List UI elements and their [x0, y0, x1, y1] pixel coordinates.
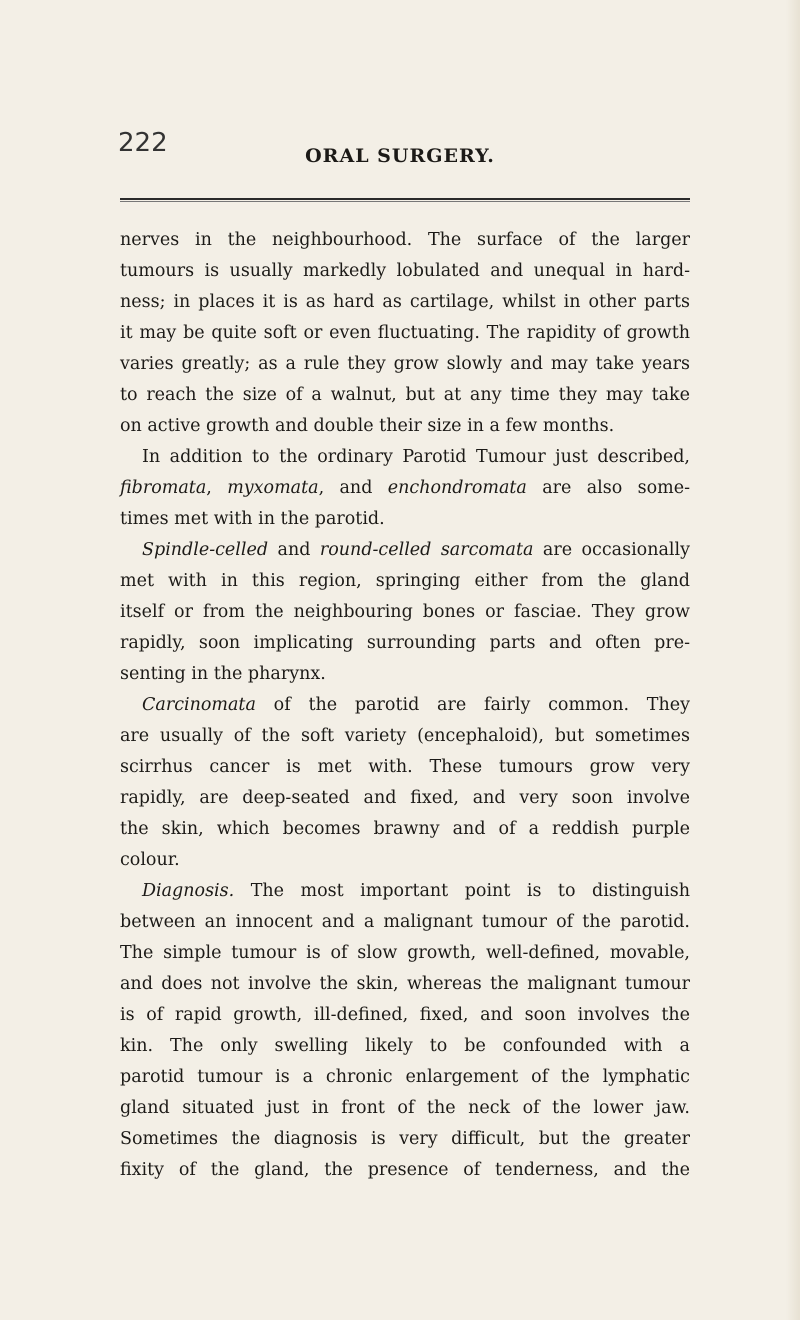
text-line: it may be quite soft or even fluctuating. The rapidity of growth	[120, 323, 690, 343]
page-number: 222	[118, 128, 168, 158]
running-title: ORAL SURGERY.	[305, 145, 495, 167]
text-line: colour.	[120, 850, 180, 870]
text-line: the skin, which becomes brawny and of a reddish purple	[120, 819, 690, 839]
text-line: are usually of the soft variety (encephaloid), but sometimes	[120, 726, 690, 746]
text-line: Carcinomata of the parotid are fairly common. They	[142, 695, 690, 715]
text-line: to reach the size of a walnut, but at any time they may take	[120, 385, 690, 405]
text-line: kin. The only swelling likely to be confounded with a	[120, 1036, 690, 1056]
text-line: between an innocent and a malignant tumour of the parotid.	[120, 912, 690, 932]
text-line: itself or from the neighbouring bones or fasciae. They grow	[120, 602, 690, 622]
text-line: gland situated just in front of the neck of the lower jaw.	[120, 1098, 690, 1118]
text-line: In addition to the ordinary Parotid Tumour just described,	[142, 447, 690, 467]
text-line: on active growth and double their size in a few months.	[120, 416, 615, 436]
text-line: fibromata, myxomata, and enchondromata are also some-	[120, 478, 690, 498]
text-line: senting in the pharynx.	[120, 664, 326, 684]
text-line: rapidly, soon implicating surrounding parts and often pre-	[120, 633, 690, 653]
text-line: rapidly, are deep-seated and fixed, and very soon involve	[120, 788, 690, 808]
text-line: Spindle-celled and round-celled sarcomata are occasionally	[142, 540, 690, 560]
body-text	[120, 225, 690, 1186]
text-line: varies greatly; as a rule they grow slowly and may take years	[120, 354, 690, 374]
text-line: fixity of the gland, the presence of tenderness, and the	[120, 1160, 690, 1180]
text-line: scirrhus cancer is met with. These tumours grow very	[120, 757, 690, 777]
text-line: Sometimes the diagnosis is very difficult, but the greater	[120, 1129, 690, 1149]
text-line: and does not involve the skin, whereas the malignant tumour	[120, 974, 690, 994]
header-rule	[120, 198, 690, 202]
text-line: Diagnosis. The most important point is to distinguish	[142, 881, 690, 901]
text-line: met with in this region, springing either from the gland	[120, 571, 690, 591]
text-line: ness; in places it is as hard as cartilage, whilst in other parts	[120, 292, 690, 312]
text-line: is of rapid growth, ill-defined, fixed, and soon involves the	[120, 1005, 690, 1025]
text-line: The simple tumour is of slow growth, well-defined, movable,	[120, 943, 690, 963]
text-line: nerves in the neighbourhood. The surface of the larger	[120, 230, 690, 250]
text-line: parotid tumour is a chronic enlargement of the lymphatic	[120, 1067, 690, 1087]
text-line: tumours is usually markedly lobulated and unequal in hard-	[120, 261, 690, 281]
text-line: times met with in the parotid.	[120, 509, 385, 529]
page-edge-shadow	[786, 0, 800, 1320]
